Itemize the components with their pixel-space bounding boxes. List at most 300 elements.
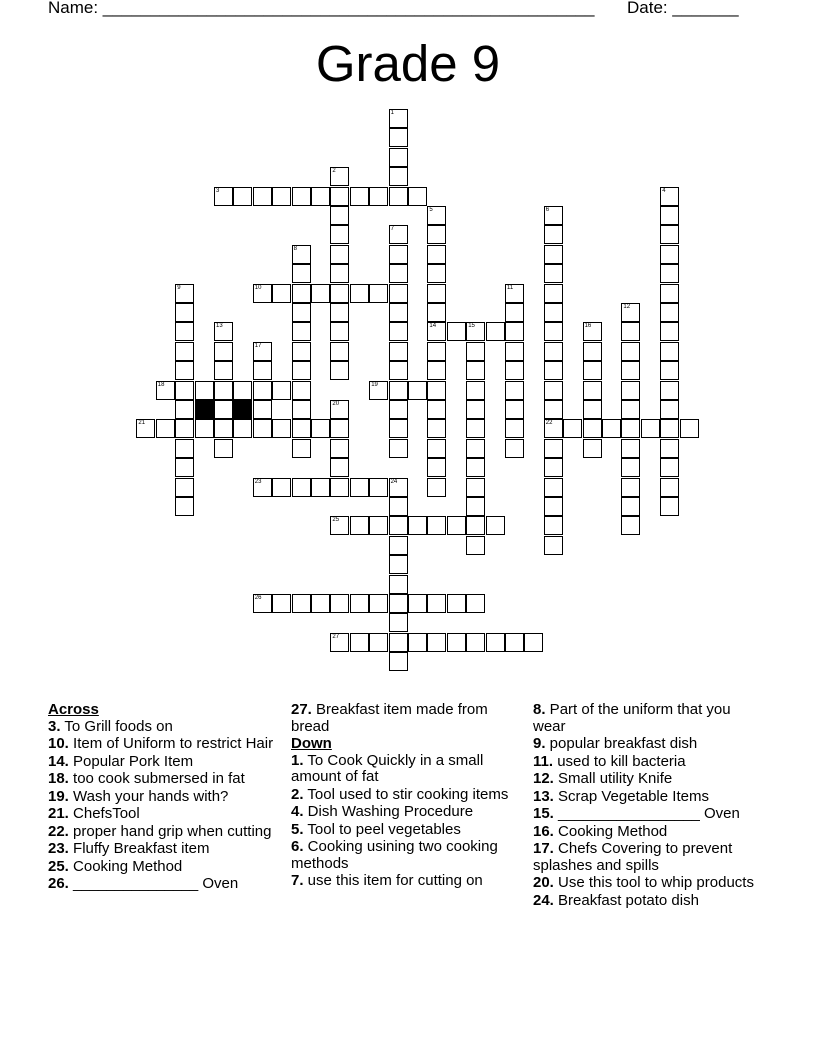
crossword-cell[interactable] <box>621 419 640 438</box>
crossword-cell[interactable] <box>544 245 563 264</box>
crossword-cell[interactable] <box>621 497 640 516</box>
crossword-cell[interactable] <box>466 458 485 477</box>
clue-number: 4. <box>291 803 304 820</box>
crossword-cell[interactable] <box>447 322 466 341</box>
crossword-cell[interactable] <box>486 322 505 341</box>
crossword-cell[interactable] <box>621 439 640 458</box>
crossword-cell[interactable] <box>350 284 369 303</box>
down-heading: Down <box>291 735 332 752</box>
crossword-cell[interactable] <box>660 264 679 283</box>
crossword-cell[interactable] <box>486 633 505 652</box>
crossword-cell[interactable] <box>505 381 524 400</box>
clue-number: 22 <box>545 420 553 427</box>
crossword-cell[interactable] <box>660 225 679 244</box>
crossword-cell[interactable] <box>427 458 446 477</box>
clue-number: 16. <box>533 822 554 840</box>
clue-number: 6 <box>545 207 550 213</box>
crossword-cell[interactable] <box>466 381 485 400</box>
crossword-cell[interactable] <box>544 206 563 225</box>
crossword-cell[interactable] <box>369 381 388 400</box>
crossword-cell[interactable] <box>641 419 660 438</box>
crossword-cell[interactable] <box>427 245 446 264</box>
crossword-cell[interactable] <box>292 303 311 322</box>
crossword-cell[interactable] <box>330 458 349 477</box>
crossword-cell[interactable] <box>427 633 446 652</box>
date-field: Date: _______ <box>627 0 739 17</box>
crossword-cell[interactable] <box>311 187 330 206</box>
crossword-cell[interactable] <box>330 439 349 458</box>
crossword-cell[interactable] <box>544 478 563 497</box>
clue-text: Tool used to stir cooking items <box>303 785 509 803</box>
crossword-cell[interactable] <box>175 381 194 400</box>
crossword-cell[interactable] <box>389 555 408 574</box>
crossword-cell[interactable] <box>621 516 640 535</box>
down-clue <box>533 893 765 910</box>
crossword-cell[interactable] <box>292 439 311 458</box>
crossword-cell[interactable] <box>447 516 466 535</box>
clue-text: popular breakfast dish <box>545 735 698 752</box>
clue-number: 20 <box>332 401 340 407</box>
crossword-cell[interactable] <box>253 187 272 206</box>
crossword-cell[interactable] <box>447 594 466 613</box>
crossword-cell[interactable] <box>389 284 408 303</box>
clue-text: Dish Washing Procedure <box>303 803 474 820</box>
crossword-cell[interactable] <box>544 303 563 322</box>
crossword-cell[interactable] <box>136 419 155 438</box>
crossword-cell[interactable] <box>292 594 311 613</box>
crossword-cell[interactable] <box>583 381 602 400</box>
crossword-cell[interactable] <box>253 478 272 497</box>
crossword-cell[interactable] <box>214 322 233 341</box>
crossword-cell[interactable] <box>272 284 291 303</box>
crossword-cell[interactable] <box>427 419 446 438</box>
crossword-cell[interactable] <box>214 439 233 458</box>
crossword-block <box>195 400 214 419</box>
crossword-cell[interactable] <box>272 419 291 438</box>
crossword-cell[interactable] <box>544 322 563 341</box>
crossword-cell[interactable] <box>544 400 563 419</box>
crossword-cell[interactable] <box>466 419 485 438</box>
crossword-cell[interactable] <box>389 478 408 497</box>
crossword-cell[interactable] <box>544 516 563 535</box>
crossword-cell[interactable] <box>253 594 272 613</box>
crossword-cell[interactable] <box>486 516 505 535</box>
crossword-cell[interactable] <box>292 361 311 380</box>
crossword-cell[interactable] <box>427 322 446 341</box>
crossword-cell[interactable] <box>253 284 272 303</box>
crossword-cell[interactable] <box>350 594 369 613</box>
clue-number: 12 <box>623 304 631 310</box>
crossword-cell[interactable] <box>660 303 679 322</box>
crossword-cell[interactable] <box>253 361 272 380</box>
crossword-cell[interactable] <box>447 633 466 652</box>
crossword-cell[interactable] <box>389 167 408 186</box>
crossword-cell[interactable] <box>660 187 679 206</box>
clue-number: 8 <box>293 245 297 252</box>
crossword-cell[interactable] <box>660 400 679 419</box>
down-clue <box>291 822 519 839</box>
crossword-cell[interactable] <box>389 187 408 206</box>
crossword-cell[interactable] <box>427 303 446 322</box>
crossword-cell[interactable] <box>214 361 233 380</box>
crossword-cell[interactable] <box>292 245 311 264</box>
crossword-cell[interactable] <box>214 381 233 400</box>
crossword-cell[interactable] <box>505 439 524 458</box>
crossword-cell[interactable] <box>369 187 388 206</box>
crossword-cell[interactable] <box>427 225 446 244</box>
crossword-cell[interactable] <box>466 536 485 555</box>
crossword-cell[interactable] <box>427 400 446 419</box>
crossword-cell[interactable] <box>214 400 233 419</box>
crossword-cell[interactable] <box>427 361 446 380</box>
crossword-cell[interactable] <box>427 478 446 497</box>
crossword-cell[interactable] <box>621 342 640 361</box>
clue-number: 17 <box>254 342 262 349</box>
crossword-cell[interactable] <box>389 497 408 516</box>
crossword-cell[interactable] <box>389 264 408 283</box>
crossword-cell[interactable] <box>621 458 640 477</box>
crossword-cell[interactable] <box>253 400 272 419</box>
clue-number: 20. <box>533 874 554 891</box>
crossword-cell[interactable] <box>292 400 311 419</box>
clue-number: 18. <box>48 770 69 787</box>
crossword-cell[interactable] <box>583 439 602 458</box>
crossword-cell[interactable] <box>175 284 194 303</box>
clue-number: 24 <box>390 478 398 485</box>
crossword-cell[interactable] <box>466 516 485 535</box>
clue-number: 1. <box>291 751 304 769</box>
crossword-cell[interactable] <box>330 322 349 341</box>
crossword-cell[interactable] <box>350 478 369 497</box>
crossword-cell[interactable] <box>389 400 408 419</box>
across-heading: Across <box>48 701 99 718</box>
clue-number: 23. <box>48 840 69 857</box>
crossword-cell[interactable] <box>330 419 349 438</box>
crossword-cell[interactable] <box>292 284 311 303</box>
crossword-cell[interactable] <box>466 594 485 613</box>
crossword-cell[interactable] <box>175 342 194 361</box>
down-clue <box>291 753 519 786</box>
crossword-cell[interactable] <box>621 400 640 419</box>
crossword-cell[interactable] <box>427 206 446 225</box>
crossword-cell[interactable] <box>233 381 252 400</box>
crossword-cell[interactable] <box>505 400 524 419</box>
across-clue <box>48 736 276 753</box>
crossword-cell[interactable] <box>175 458 194 477</box>
crossword-cell[interactable] <box>427 342 446 361</box>
down-clue <box>291 839 519 872</box>
crossword-cell[interactable] <box>408 516 427 535</box>
crossword-cell[interactable] <box>524 633 543 652</box>
crossword-cell[interactable] <box>292 264 311 283</box>
crossword-cell[interactable] <box>389 361 408 380</box>
clue-text: To Grill foods on <box>60 717 173 735</box>
crossword-cell[interactable] <box>505 284 524 303</box>
crossword-cell[interactable] <box>408 381 427 400</box>
crossword-cell[interactable] <box>621 478 640 497</box>
crossword-cell[interactable] <box>369 633 388 652</box>
crossword-cell[interactable] <box>214 187 233 206</box>
clue-number: 2. <box>291 785 304 803</box>
crossword-cell[interactable] <box>621 322 640 341</box>
crossword-cell[interactable] <box>175 322 194 341</box>
crossword-cell[interactable] <box>253 419 272 438</box>
crossword-cell[interactable] <box>350 633 369 652</box>
clue-text: _________________ Oven <box>553 805 740 822</box>
clue-text: Cooking usining two cooking methods <box>291 838 498 872</box>
crossword-cell[interactable] <box>660 284 679 303</box>
crossword-cell[interactable] <box>330 264 349 283</box>
crossword-cell[interactable] <box>621 361 640 380</box>
crossword-cell[interactable] <box>330 633 349 652</box>
crossword-cell[interactable] <box>292 322 311 341</box>
clue-number: 12. <box>533 770 554 787</box>
crossword-cell[interactable] <box>544 497 563 516</box>
crossword-cell[interactable] <box>389 225 408 244</box>
crossword-cell[interactable] <box>233 187 252 206</box>
crossword-cell[interactable] <box>214 419 233 438</box>
crossword-cell[interactable] <box>156 419 175 438</box>
crossword-cell[interactable] <box>272 594 291 613</box>
crossword-cell[interactable] <box>253 381 272 400</box>
crossword-cell[interactable] <box>544 225 563 244</box>
crossword-cell[interactable] <box>466 633 485 652</box>
crossword-cell[interactable] <box>369 594 388 613</box>
crossword-cell[interactable] <box>389 148 408 167</box>
clue-number: 10. <box>48 735 69 752</box>
crossword-cell[interactable] <box>195 419 214 438</box>
clue-number: 11. <box>533 752 554 770</box>
crossword-cell[interactable] <box>311 419 330 438</box>
crossword-cell[interactable] <box>466 497 485 516</box>
clue-number: 9 <box>177 284 181 291</box>
crossword-cell[interactable] <box>330 478 349 497</box>
crossword-cell[interactable] <box>583 400 602 419</box>
crossword-cell[interactable] <box>233 419 252 438</box>
clue-text: _______________ Oven <box>68 875 239 892</box>
crossword-cell[interactable] <box>621 381 640 400</box>
crossword-cell[interactable] <box>544 264 563 283</box>
crossword-cell[interactable] <box>505 361 524 380</box>
clue-number: 3 <box>216 187 220 194</box>
crossword-cell[interactable] <box>389 381 408 400</box>
crossword-cell[interactable] <box>369 516 388 535</box>
crossword-cell[interactable] <box>389 594 408 613</box>
crossword-cell[interactable] <box>660 245 679 264</box>
crossword-cell[interactable] <box>544 342 563 361</box>
crossword-cell[interactable] <box>330 245 349 264</box>
crossword-cell[interactable] <box>505 633 524 652</box>
clue-number: 25 <box>332 517 340 524</box>
crossword-cell[interactable] <box>660 497 679 516</box>
crossword-cell[interactable] <box>660 361 679 380</box>
crossword-cell[interactable] <box>389 342 408 361</box>
clue-number: 5. <box>291 820 304 838</box>
crossword-cell[interactable] <box>408 633 427 652</box>
crossword-cell[interactable] <box>427 264 446 283</box>
crossword-cell[interactable] <box>330 361 349 380</box>
crossword-cell[interactable] <box>389 303 408 322</box>
crossword-cell[interactable] <box>272 478 291 497</box>
clue-text: Popular Pork Item <box>68 752 194 770</box>
crossword-cell[interactable] <box>427 381 446 400</box>
crossword-cell[interactable] <box>505 322 524 341</box>
crossword-cell[interactable] <box>660 458 679 477</box>
crossword-cell[interactable] <box>621 303 640 322</box>
crossword-cell[interactable] <box>544 536 563 555</box>
crossword-cell[interactable] <box>660 206 679 225</box>
clue-number: 1 <box>390 110 394 116</box>
crossword-cell[interactable] <box>175 361 194 380</box>
crossword-cell[interactable] <box>350 516 369 535</box>
clue-text: Chefs Covering to prevent splashes and spills <box>533 840 733 874</box>
crossword-cell[interactable] <box>505 419 524 438</box>
down-clue <box>533 789 765 806</box>
crossword-cell[interactable] <box>544 361 563 380</box>
crossword-cell[interactable] <box>330 225 349 244</box>
clue-number: 13. <box>533 787 554 805</box>
clue-text: used to kill bacteria <box>553 752 686 770</box>
crossword-cell[interactable] <box>292 478 311 497</box>
crossword-cell[interactable] <box>466 478 485 497</box>
crossword-cell[interactable] <box>389 613 408 632</box>
crossword-cell[interactable] <box>408 594 427 613</box>
crossword-cell[interactable] <box>466 342 485 361</box>
crossword-cell[interactable] <box>544 458 563 477</box>
crossword-cell[interactable] <box>563 419 582 438</box>
clue-number: 24. <box>533 891 554 909</box>
clue-number: 26 <box>254 595 262 601</box>
crossword-cell[interactable] <box>330 187 349 206</box>
crossword-cell[interactable] <box>369 478 388 497</box>
crossword-cell[interactable] <box>214 342 233 361</box>
crossword-cell[interactable] <box>427 516 446 535</box>
crossword-cell[interactable] <box>660 419 679 438</box>
crossword-cell[interactable] <box>330 342 349 361</box>
crossword-cell[interactable] <box>602 419 621 438</box>
crossword-cell[interactable] <box>389 575 408 594</box>
crossword-cell[interactable] <box>311 478 330 497</box>
crossword-cell[interactable] <box>544 284 563 303</box>
crossword-cell[interactable] <box>175 419 194 438</box>
crossword-cell[interactable] <box>660 322 679 341</box>
crossword-cell[interactable] <box>330 400 349 419</box>
clue-number: 15. <box>533 805 554 822</box>
crossword-cell[interactable] <box>583 322 602 341</box>
clue-text: To Cook Quickly in a small amount of fat <box>291 751 484 785</box>
crossword-cell[interactable] <box>253 342 272 361</box>
crossword-cell[interactable] <box>350 187 369 206</box>
crossword-cell[interactable] <box>195 381 214 400</box>
clue-text: use this item for cutting on <box>303 872 483 889</box>
crossword-cell[interactable] <box>389 322 408 341</box>
clue-number: 23 <box>254 478 262 485</box>
crossword-cell[interactable] <box>311 284 330 303</box>
crossword-cell[interactable] <box>466 400 485 419</box>
across-clue <box>48 806 276 823</box>
crossword-cell[interactable] <box>680 419 699 438</box>
crossword-cell[interactable] <box>175 478 194 497</box>
crossword-cell[interactable] <box>544 381 563 400</box>
crossword-cell[interactable] <box>660 342 679 361</box>
crossword-cell[interactable] <box>408 187 427 206</box>
crossword-cell[interactable] <box>292 342 311 361</box>
clue-text: Part of the uniform that you wear <box>533 701 731 735</box>
crossword-cell[interactable] <box>292 419 311 438</box>
crossword-cell[interactable] <box>175 400 194 419</box>
crossword-cell[interactable] <box>311 594 330 613</box>
clue-number: 13 <box>216 323 223 330</box>
crossword-cell[interactable] <box>389 245 408 264</box>
crossword-cell[interactable] <box>292 381 311 400</box>
crossword-cell[interactable] <box>544 439 563 458</box>
crossword-cell[interactable] <box>660 439 679 458</box>
crossword-cell[interactable] <box>389 536 408 555</box>
clue-number: 14. <box>48 752 69 770</box>
crossword-cell[interactable] <box>389 633 408 652</box>
crossword-cell[interactable] <box>330 303 349 322</box>
crossword-cell[interactable] <box>389 652 408 671</box>
clue-number: 7. <box>291 872 304 889</box>
crossword-cell[interactable] <box>369 284 388 303</box>
crossword-block <box>233 400 252 419</box>
clue-number: 8. <box>533 701 546 718</box>
crossword-cell[interactable] <box>389 109 408 128</box>
crossword-cell[interactable] <box>660 381 679 400</box>
crossword-cell[interactable] <box>175 439 194 458</box>
crossword-cell[interactable] <box>330 594 349 613</box>
crossword-cell[interactable] <box>505 303 524 322</box>
clue-number: 22. <box>48 822 69 840</box>
crossword-cell[interactable] <box>330 284 349 303</box>
crossword-cell[interactable] <box>292 187 311 206</box>
clue-number: 9. <box>533 735 546 752</box>
down-clue <box>533 736 765 753</box>
crossword-cell[interactable] <box>466 361 485 380</box>
crossword-cell[interactable] <box>544 419 563 438</box>
crossword-cell[interactable] <box>330 206 349 225</box>
crossword-cell[interactable] <box>427 439 446 458</box>
crossword-cell[interactable] <box>583 361 602 380</box>
crossword-cell[interactable] <box>389 419 408 438</box>
across-clue <box>48 859 276 876</box>
crossword-cell[interactable] <box>505 342 524 361</box>
crossword-cell[interactable] <box>466 439 485 458</box>
crossword-cell[interactable] <box>272 381 291 400</box>
crossword-cell[interactable] <box>427 594 446 613</box>
crossword-cell[interactable] <box>389 128 408 147</box>
crossword-cell[interactable] <box>330 167 349 186</box>
clue-text: Wash your hands with? <box>68 787 229 805</box>
crossword-cell[interactable] <box>583 419 602 438</box>
across-clue <box>48 789 276 806</box>
crossword-cell[interactable] <box>466 322 485 341</box>
crossword-cell[interactable] <box>272 187 291 206</box>
crossword-cell[interactable] <box>660 478 679 497</box>
crossword-cell[interactable] <box>389 439 408 458</box>
crossword-cell[interactable] <box>583 342 602 361</box>
down-clue <box>533 806 765 823</box>
clue-column-3 <box>533 702 765 910</box>
crossword-cell[interactable] <box>330 516 349 535</box>
crossword-cell[interactable] <box>156 381 175 400</box>
clue-number: 2 <box>332 168 336 175</box>
crossword-cell[interactable] <box>175 303 194 322</box>
crossword-cell[interactable] <box>389 516 408 535</box>
crossword-cell[interactable] <box>175 497 194 516</box>
clue-column-2 <box>291 702 519 891</box>
crossword-cell[interactable] <box>427 284 446 303</box>
